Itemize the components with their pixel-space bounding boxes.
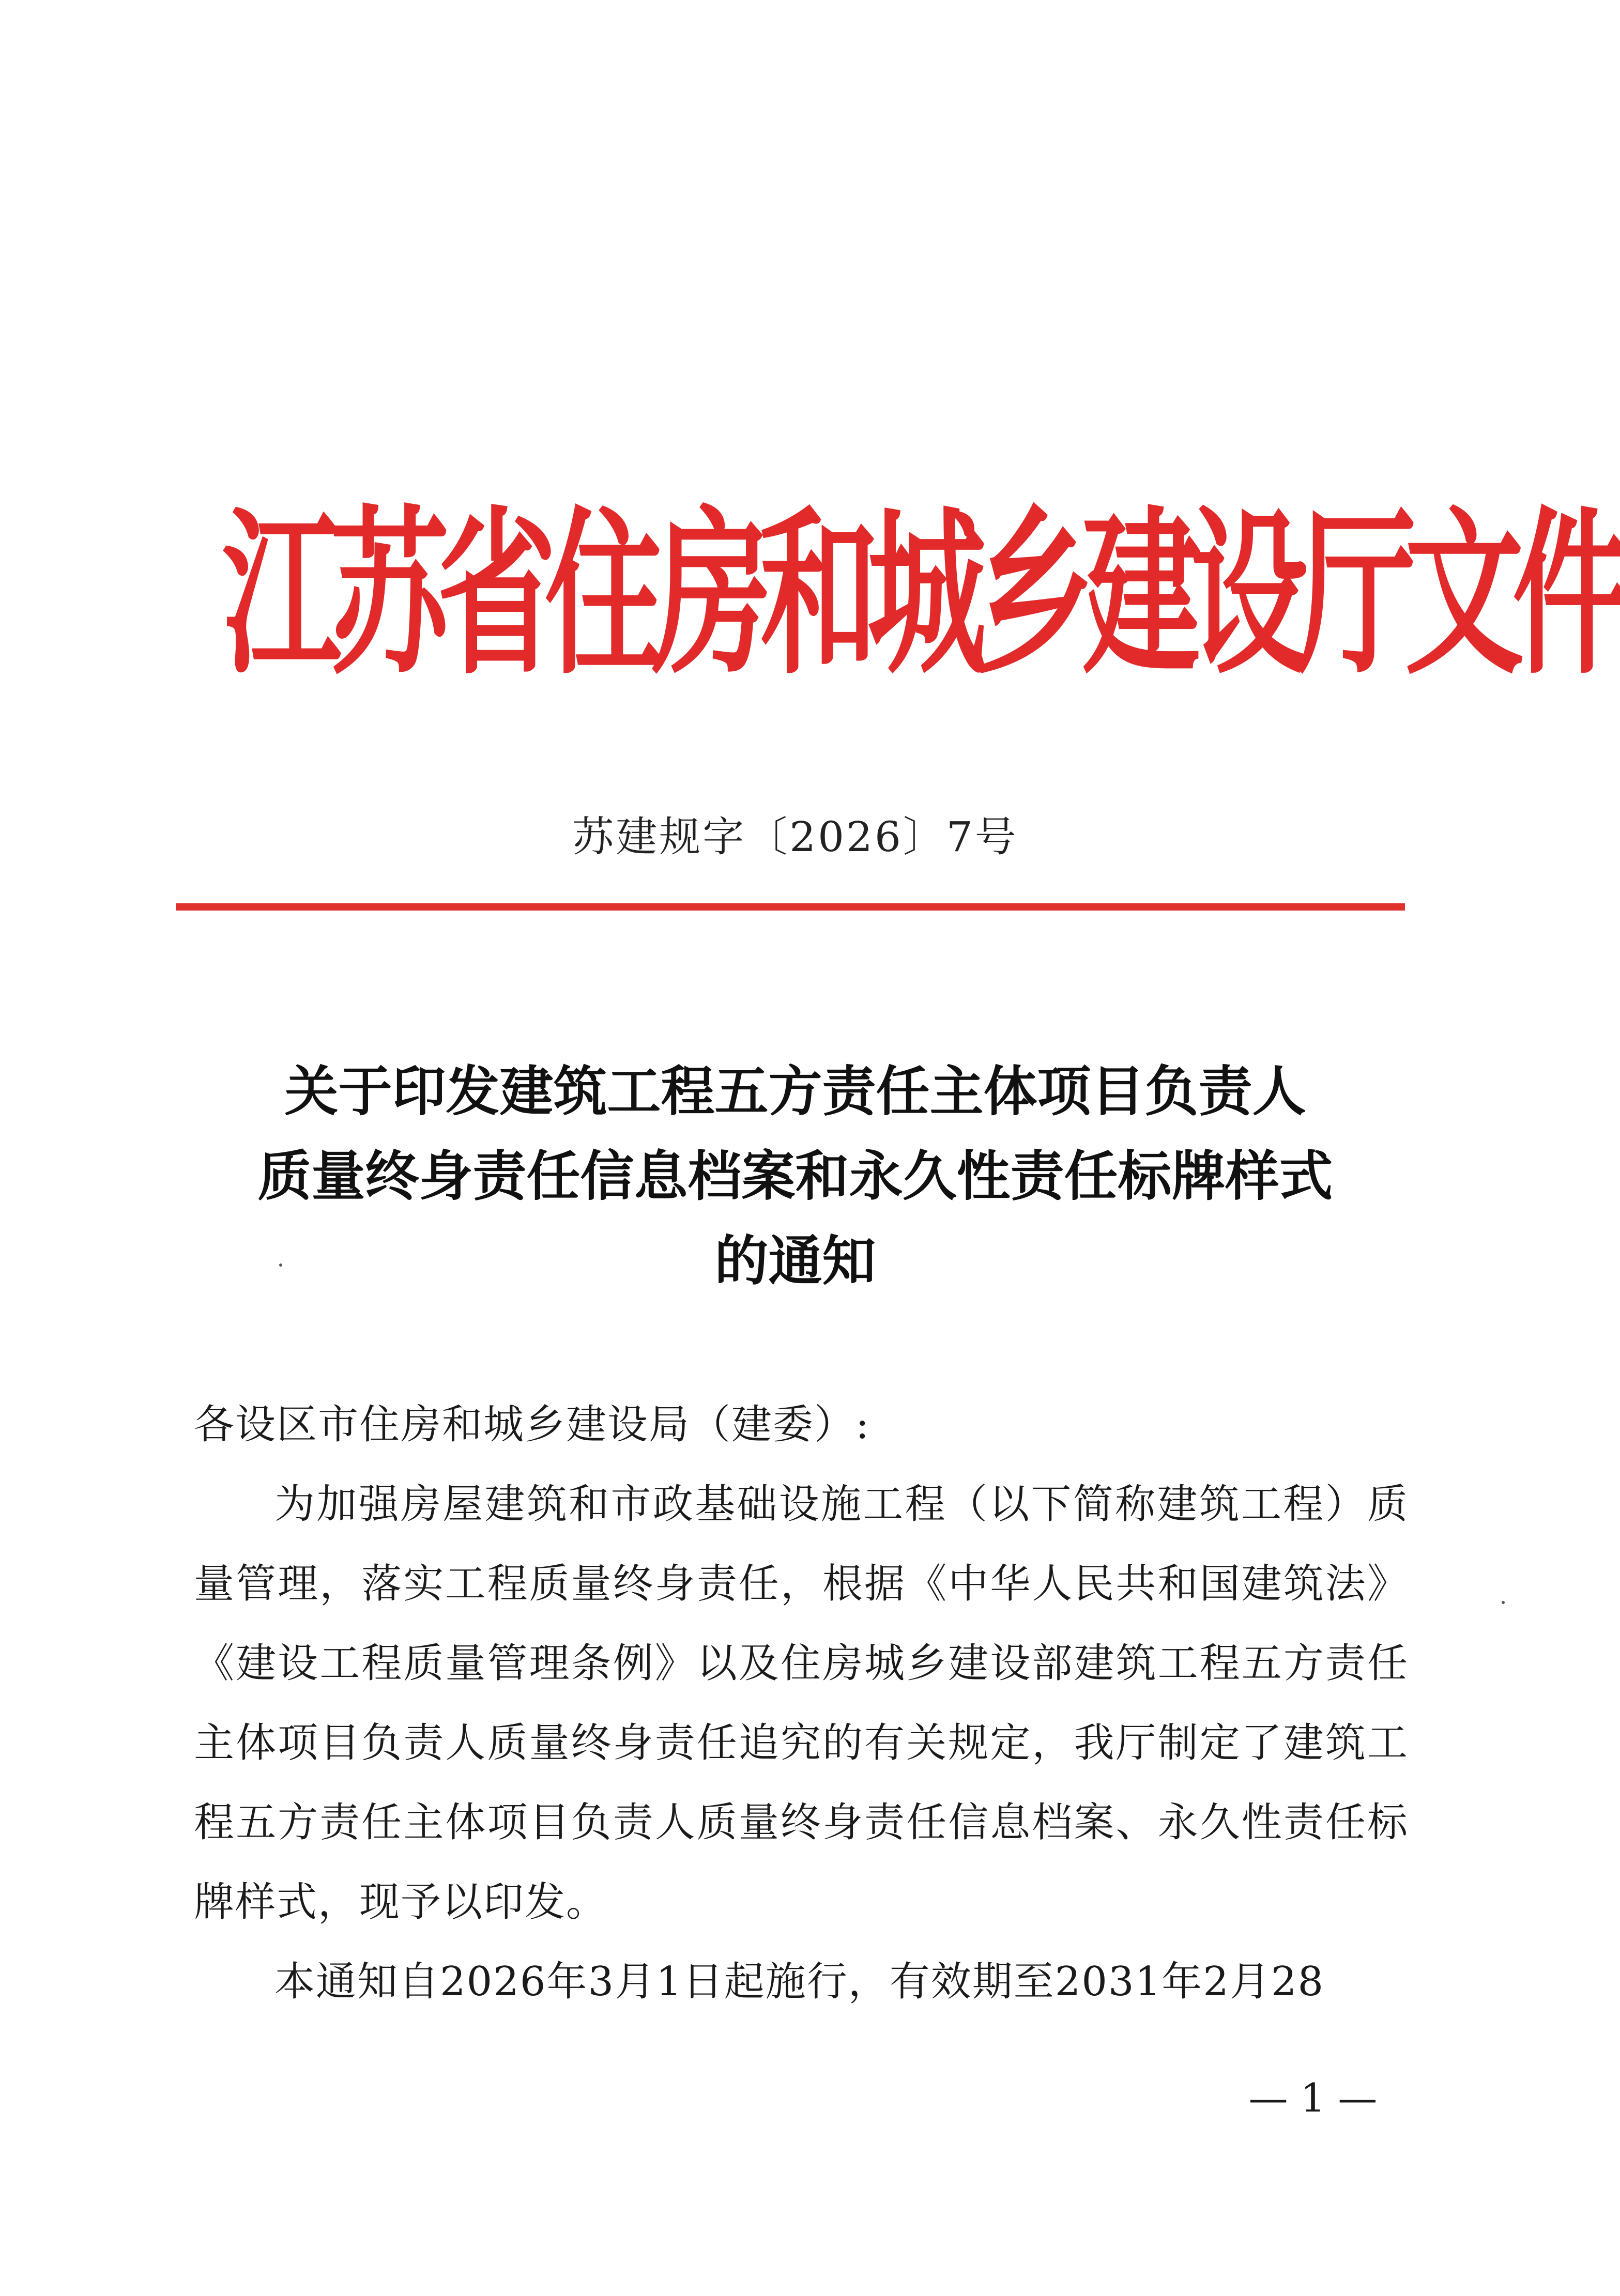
document-body	[194, 1385, 1409, 2022]
scan-speck	[279, 1263, 282, 1267]
body-paragraph: 为加强房屋建筑和市政基础设施工程（以下简称建筑工程）质量管理，落实工程质量终身责任，根据《中华人民共和国建筑法》《建设工程质量管理条例》以及住房城乡建设部建筑工程五方责任主体项目负责人质量终身责任追究的有关规定，我厅制定了建筑工程五方责任主体项目负责人质量终身责任信息档案、永久性责任标牌样式，现予以印发。	[194, 1481, 1409, 1925]
body-paragraph: 本通知自2026年3月1日起施行，有效期至2031年2月28	[274, 1959, 1325, 2005]
issuer-header: 江苏省住房和城乡建设厅文件	[222, 489, 1620, 699]
document-number: 苏建规字〔2026〕7号	[572, 813, 1018, 861]
document-title	[155, 1049, 1435, 1303]
red-divider-line	[176, 903, 1405, 911]
salutation: 各设区市住房和城乡建设局（建委）:	[194, 1401, 870, 1448]
title-line-1: 关于印发建筑工程五方责任主体项目负责人	[284, 1059, 1306, 1123]
scan-speck	[1502, 1601, 1505, 1604]
page-number: — 1 —	[1248, 2075, 1378, 2121]
title-line-2: 质量终身责任信息档案和永久性责任标牌样式	[257, 1144, 1333, 1208]
title-line-3: 的通知	[714, 1229, 876, 1292]
